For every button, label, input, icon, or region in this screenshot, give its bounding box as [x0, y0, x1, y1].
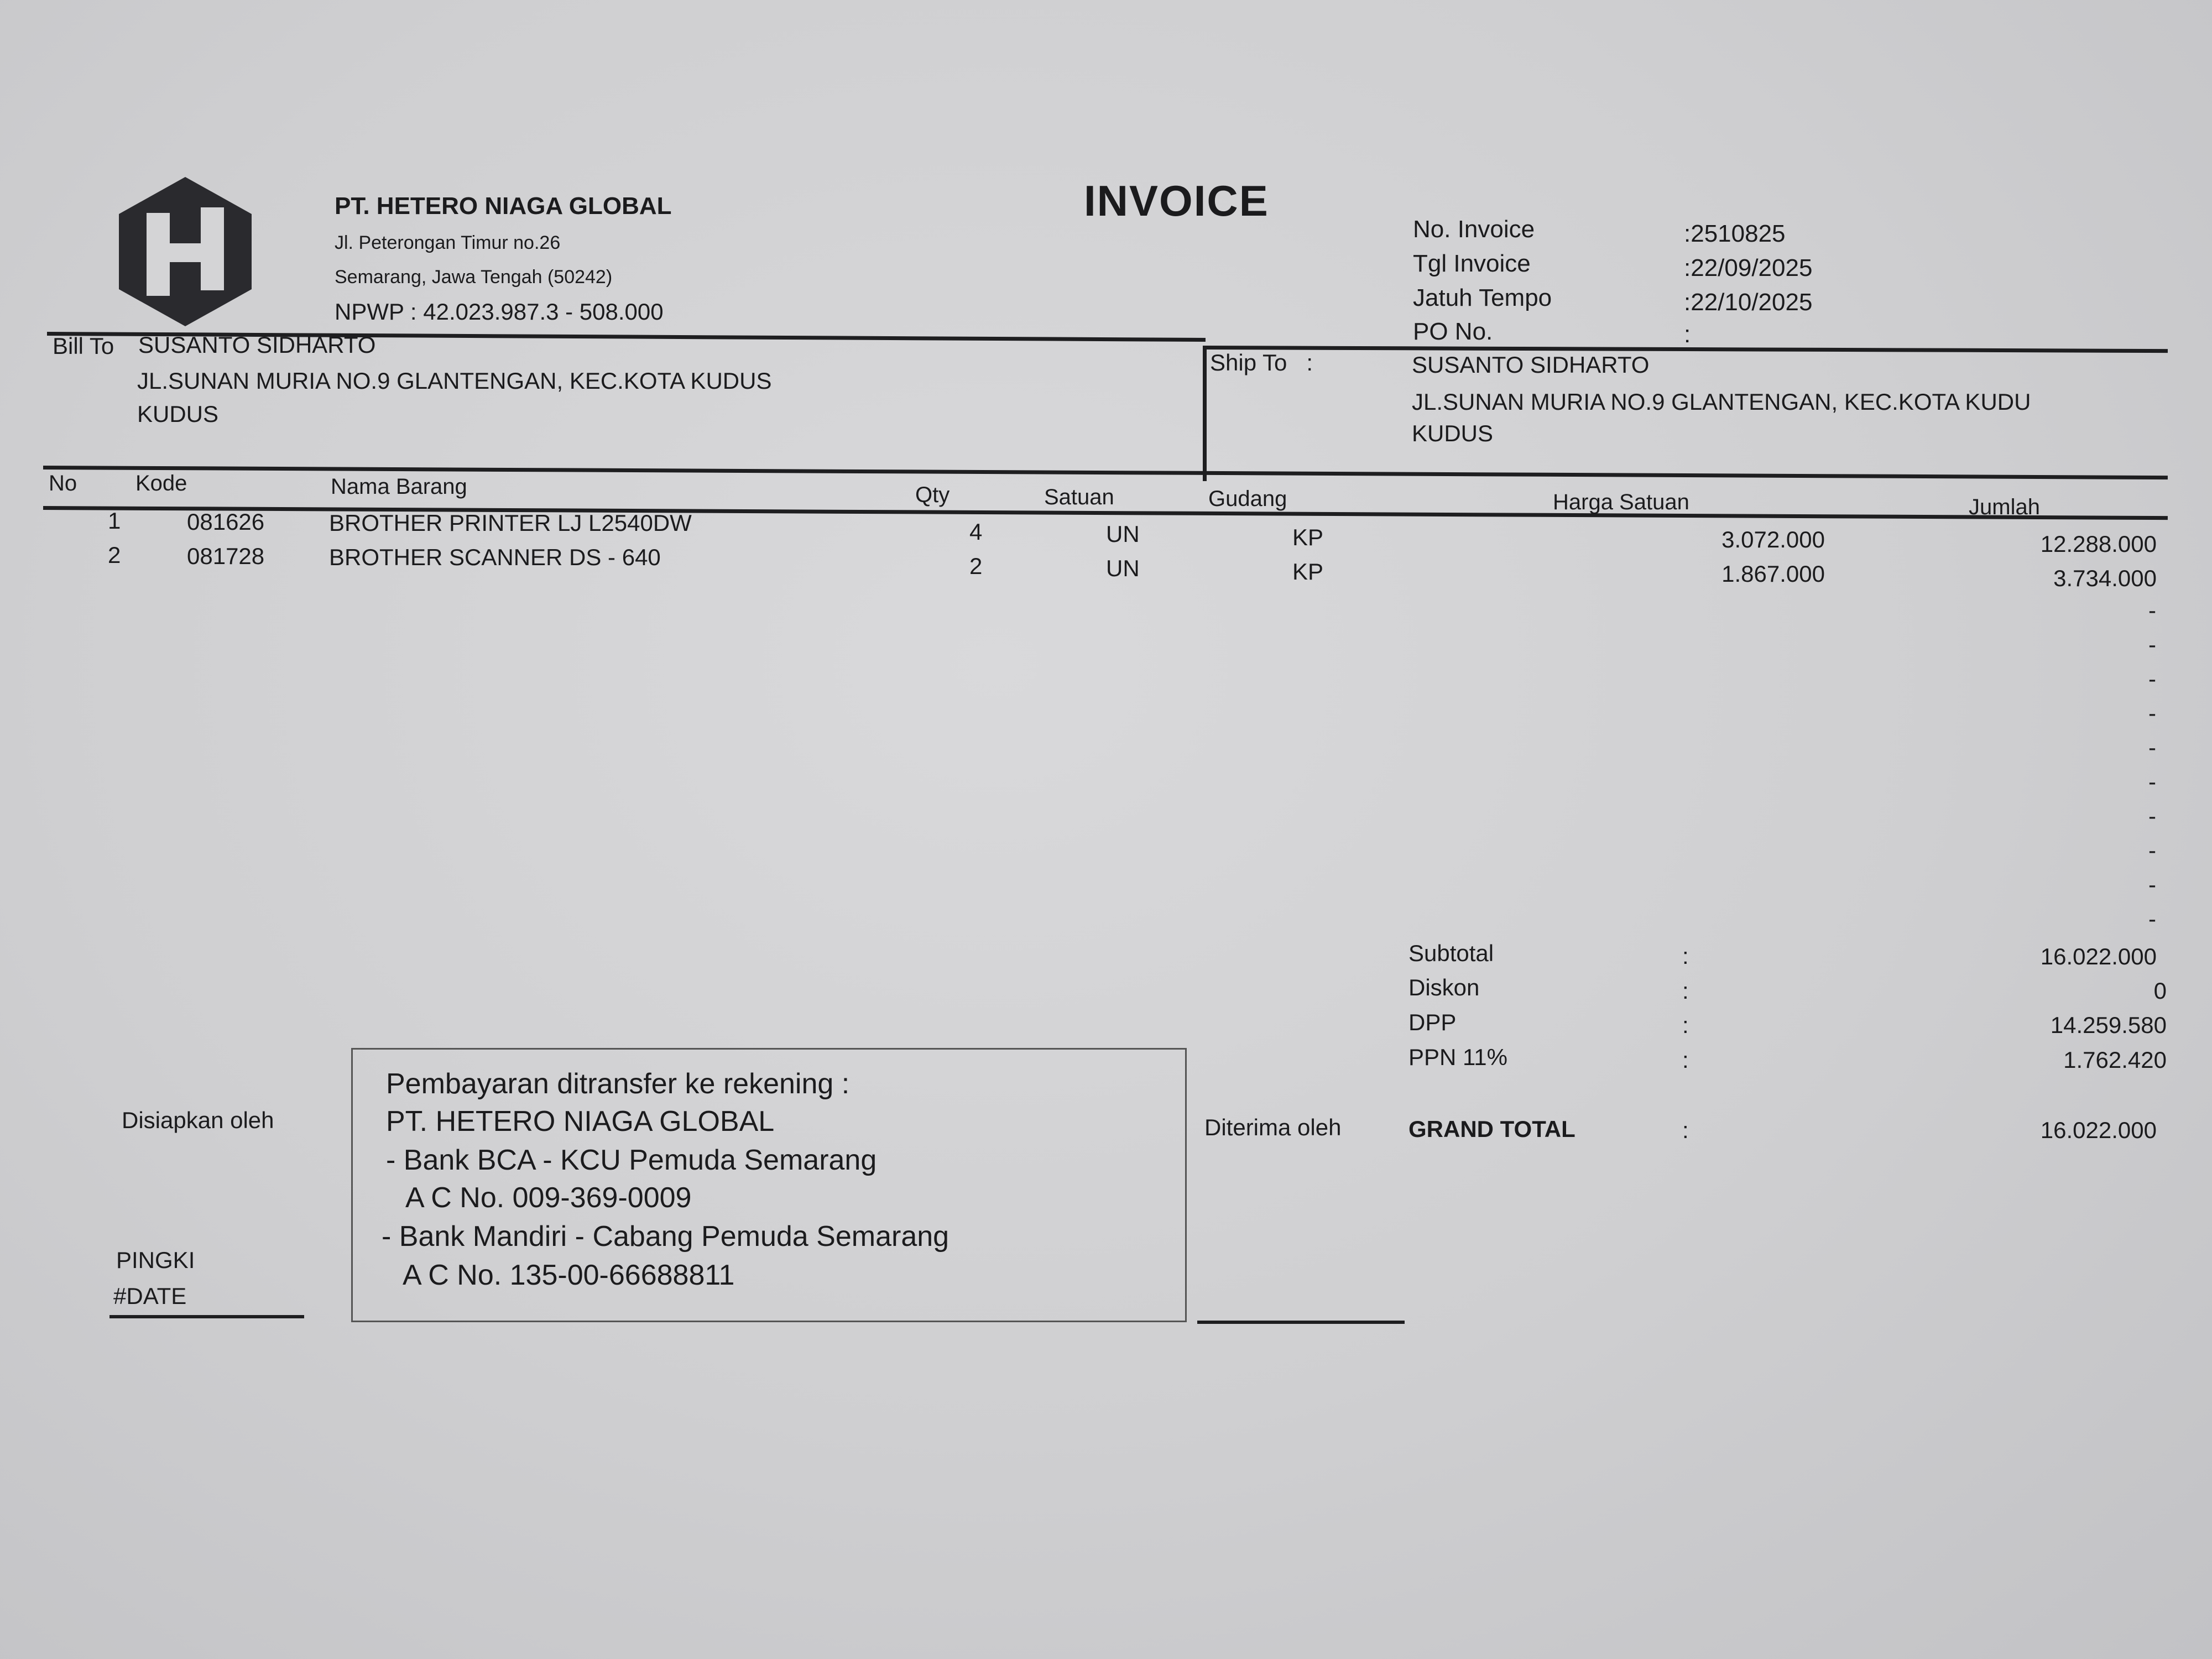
- company-npwp: NPWP : 42.023.987.3 - 508.000: [335, 299, 664, 325]
- dpp-label: DPP: [1408, 1009, 1457, 1035]
- empty-row-dash: -: [2148, 700, 2156, 726]
- row-qty: 4: [969, 519, 983, 545]
- empty-row-dash: -: [2148, 769, 2156, 795]
- prepared-by-name: PINGKI: [116, 1247, 195, 1273]
- subtotal-colon: :: [1682, 943, 1689, 969]
- row-nama-barang: BROTHER PRINTER LJ L2540DW: [329, 510, 692, 536]
- payment-bank-mandiri: - Bank Mandiri - Cabang Pemuda Semarang: [382, 1220, 950, 1253]
- col-header-satuan: Satuan: [1044, 485, 1114, 509]
- po-no-label: PO No.: [1413, 318, 1493, 345]
- subtotal-label: Subtotal: [1408, 940, 1494, 966]
- grand-total-colon: :: [1682, 1117, 1689, 1143]
- grand-total-label: GRAND TOTAL: [1408, 1116, 1575, 1142]
- row-jumlah: 3.734.000: [2053, 565, 2157, 591]
- empty-row-dash: -: [2148, 803, 2156, 829]
- due-date-value: :22/10/2025: [1684, 289, 1813, 316]
- prepared-by-label: Disiapkan oleh: [122, 1107, 274, 1133]
- row-jumlah: 12.288.000: [2040, 531, 2157, 557]
- row-kode: 081626: [187, 509, 265, 535]
- dpp-value: 14.259.580: [2050, 1012, 2167, 1038]
- billto-shipto-divider: [1203, 346, 1207, 481]
- col-header-no: No: [49, 471, 77, 495]
- invoice-title: INVOICE: [1084, 176, 1269, 225]
- row-kode: 081728: [187, 543, 265, 569]
- row-qty: 2: [969, 553, 983, 579]
- ship-to-address: JL.SUNAN MURIA NO.9 GLANTENGAN, KEC.KOTA KUDU: [1412, 389, 2031, 415]
- invoice-date-value: :22/09/2025: [1684, 254, 1813, 281]
- col-header-harga-satuan: Harga Satuan: [1553, 490, 1689, 514]
- empty-row-dash: -: [2148, 837, 2156, 863]
- diskon-value: 0: [2153, 978, 2167, 1004]
- col-header-qty: Qty: [915, 483, 950, 507]
- col-header-jumlah: Jumlah: [1969, 495, 2040, 519]
- due-date-label: Jatuh Tempo: [1413, 284, 1552, 311]
- diskon-label: Diskon: [1408, 974, 1480, 1000]
- col-header-kode: Kode: [135, 471, 187, 495]
- ppn-colon: :: [1682, 1047, 1689, 1073]
- payment-mandiri-account-no: A C No. 135-00-66688811: [403, 1259, 735, 1291]
- company-address-line2: Semarang, Jawa Tengah (50242): [335, 267, 613, 288]
- received-by-label: Diterima oleh: [1204, 1114, 1342, 1140]
- ship-to-city: KUDUS: [1412, 420, 1494, 446]
- row-satuan: UN: [1106, 555, 1140, 581]
- invoice-no-value: :2510825: [1684, 220, 1786, 247]
- grand-total-value: 16.022.000: [2040, 1117, 2157, 1143]
- empty-row-dash: -: [2148, 632, 2156, 658]
- company-name: PT. HETERO NIAGA GLOBAL: [335, 192, 672, 220]
- row-harga-satuan: 1.867.000: [1721, 561, 1825, 587]
- empty-row-dash: -: [2148, 597, 2156, 623]
- invoice-no-label: No. Invoice: [1413, 216, 1535, 243]
- row-harga-satuan: 3.072.000: [1721, 526, 1825, 552]
- payment-instruction: Pembayaran ditransfer ke rekening :: [386, 1068, 850, 1100]
- empty-row-dash: -: [2148, 906, 2156, 932]
- po-no-value: :: [1684, 321, 1691, 348]
- subtotal-value: 16.022.000: [2040, 943, 2157, 969]
- dpp-colon: :: [1682, 1012, 1689, 1038]
- received-signature-line: [1197, 1321, 1405, 1324]
- row-gudang: KP: [1292, 524, 1324, 550]
- payment-bank-bca: - Bank BCA - KCU Pemuda Semarang: [386, 1144, 877, 1176]
- row-nama-barang: BROTHER SCANNER DS - 640: [329, 544, 661, 570]
- empty-row-dash: -: [2148, 666, 2156, 692]
- ship-to-label: Ship To :: [1210, 349, 1313, 375]
- empty-row-dash: -: [2148, 734, 2156, 760]
- bill-to-city: KUDUS: [137, 401, 219, 427]
- payment-account-name: PT. HETERO NIAGA GLOBAL: [386, 1105, 775, 1138]
- row-satuan: UN: [1106, 521, 1140, 547]
- row-gudang: KP: [1292, 559, 1324, 585]
- bill-to-address: JL.SUNAN MURIA NO.9 GLANTENGAN, KEC.KOTA KUDUS: [137, 368, 772, 394]
- ppn-label: PPN 11%: [1408, 1044, 1507, 1070]
- row-no: 2: [108, 542, 121, 568]
- empty-row-dash: -: [2148, 872, 2156, 898]
- col-header-gudang: Gudang: [1208, 487, 1287, 511]
- row-no: 1: [108, 508, 121, 534]
- payment-bca-account-no: A C No. 009-369-0009: [405, 1182, 692, 1214]
- ship-to-name: SUSANTO SIDHARTO: [1412, 352, 1650, 378]
- bill-to-name: SUSANTO SIDHARTO: [138, 332, 376, 358]
- company-address-line1: Jl. Peterongan Timur no.26: [335, 232, 561, 253]
- ppn-value: 1.762.420: [2063, 1047, 2167, 1073]
- diskon-colon: :: [1682, 978, 1689, 1004]
- prepared-signature-line: [109, 1315, 304, 1318]
- prepared-by-date: #DATE: [113, 1283, 187, 1309]
- bill-to-label: Bill To: [53, 333, 114, 359]
- h-hexagon-logo-icon: [113, 174, 257, 329]
- col-header-nama-barang: Nama Barang: [331, 474, 467, 499]
- invoice-date-label: Tgl Invoice: [1413, 250, 1531, 277]
- payment-info-box: [351, 1048, 1187, 1322]
